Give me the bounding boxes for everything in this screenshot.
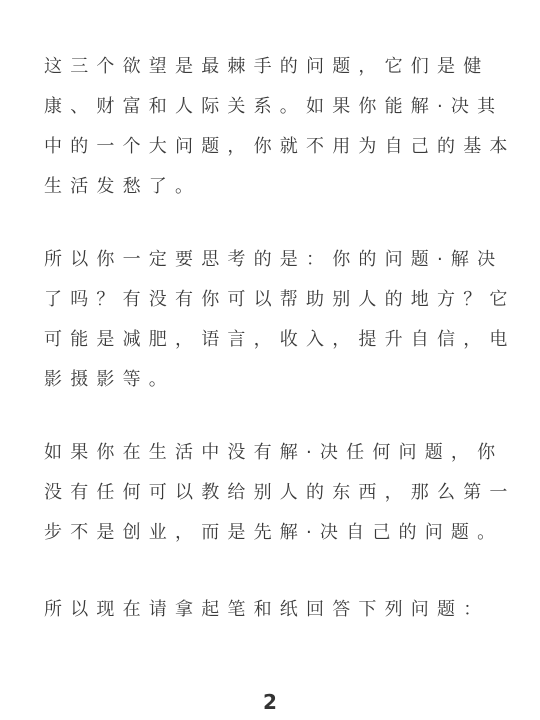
paragraph-first-step [44,433,516,553]
text-line: 步不是创业，而是先解·决自己的问题。 [44,522,504,543]
text-line: 没有任何可以教给别人的东西，那么第一 [44,482,516,503]
paragraph-instruction [44,590,504,630]
text-line: 这三个欲望是最棘手的问题，它们是健 [44,56,490,77]
paragraph-desires [44,47,516,207]
text-line: 中的一个大问题，你就不用为自己的基本 [44,136,516,157]
text-line: 生活发愁了。 [44,176,202,197]
text-line: 可能是减肥，语言，收入，提升自信，电 [44,329,516,350]
page-number: 2 [263,690,277,714]
paragraph-question [44,240,516,400]
text-line: 如果你在生活中没有解·决任何问题，你 [44,442,504,463]
text-line: 康、财富和人际关系。如果你能解·决其 [44,96,504,117]
text-line: 了吗？有没有你可以帮助别人的地方？它 [44,289,516,310]
text-line: 所以你一定要思考的是：你的问题·解决 [44,249,504,270]
text-line: 影摄影等。 [44,369,175,390]
text-line: 所以现在请拿起笔和纸回答下列问题： [44,599,490,620]
